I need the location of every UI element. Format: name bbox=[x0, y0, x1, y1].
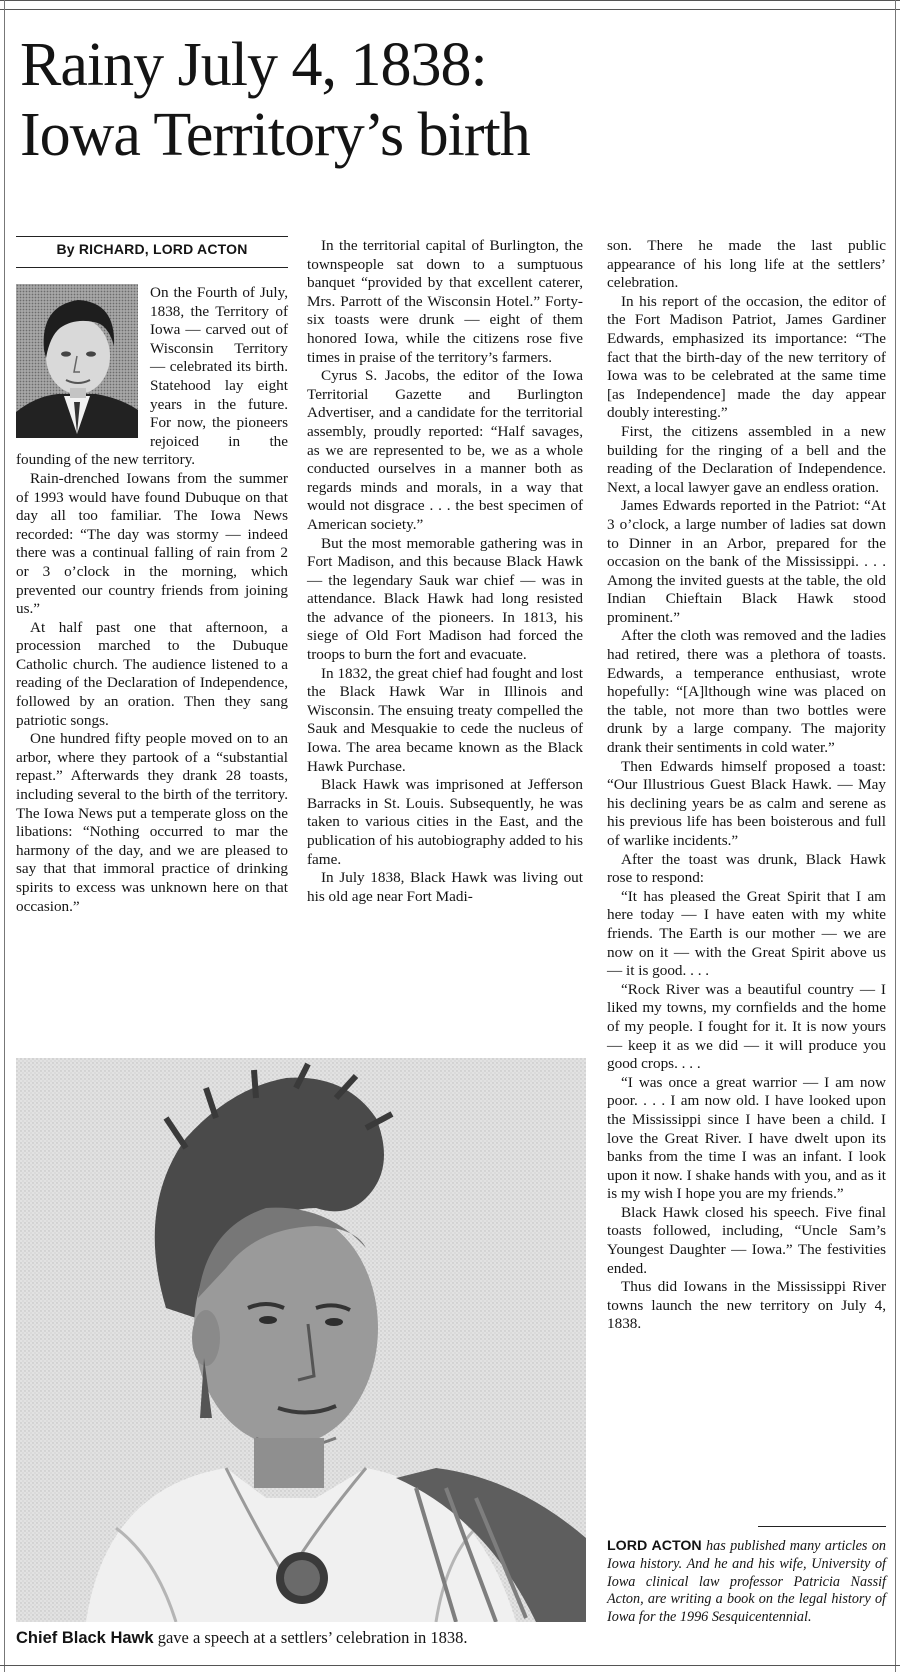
caption-text: gave a speech at a settlers’ celebration in 1838. bbox=[153, 1628, 468, 1647]
paragraph: Thus did Iowans in the Mississippi River towns launch the new territory on July 4, 1838. bbox=[607, 1278, 886, 1333]
portrait-space bbox=[16, 284, 150, 442]
paragraph: Rain-drenched Iowans from the summer of 1993 would have found Dubuque on that day all too familiar. The Iowa News recorded: “The day was stormy — indeed there was a continual falling of rain from 2 or 3 o’clock in the morning, which prevented our country friends from joining us.” bbox=[16, 469, 288, 618]
paragraph: Then Edwards himself proposed a toast: “Our Illustrious Guest Black Hawk. — May his declining years be as calm and serene as his previous life has been boisterous and full of warlike incidents.” bbox=[607, 757, 886, 849]
paragraph: In the territorial capital of Burlington, the townspeople sat down to a sumptuous banquet “provided by that excellent caterer, Mrs. Parrott of the Wisconsin Hotel.” Forty-six toasts were drunk — eight of them honored Iowa, while the citizens rose five times in praise of the territory’s farmers. bbox=[307, 237, 583, 366]
paragraph: “Rock River was a beautiful country — I liked my towns, my cornfields and the home of my people. I fought for it. It is now yours — keep it as we did — it will produce you good crops. . . . bbox=[607, 980, 886, 1073]
caption-subject: Chief Black Hawk bbox=[16, 1629, 154, 1647]
column-1 bbox=[16, 284, 288, 916]
paragraph: After the toast was drunk, Black Hawk rose to respond: bbox=[607, 850, 886, 887]
paragraph: James Edwards reported in the Patriot: “At 3 o’clock, a large number of ladies sat down to Dinner in an Arbor, prepared for the occasion on the bank of the Mississippi. . . . Among the invited guests at the table, the old Indian Chieftain Black Hawk stood prominent.” bbox=[607, 497, 886, 626]
paragraph: Cyrus S. Jacobs, the editor of the Iowa Territorial Gazette and Burlington Advertiser, and a candidate for the territorial assembly, proudly reported: “Half savages, as we are represented to be, we as a whole conducted ourselves in a manner both as regards minds and morals, in a way that would not disgrace . . . the best specimen of American society.” bbox=[307, 367, 583, 533]
paragraph: But the most memorable gathering was in Fort Madison, and this because Black Hawk — the legendary Sauk war chief — was in attendance. Black Hawk had long resisted the advance of the pioneers. In 1813, his siege of Old Fort Madison had forced the troops to burn the fort and evacuate. bbox=[307, 534, 583, 664]
byline: By RICHARD, LORD ACTON bbox=[56, 241, 248, 257]
headline bbox=[20, 30, 890, 170]
headline-line-1: Rainy July 4, 1838: bbox=[20, 31, 487, 99]
article-end-rule bbox=[758, 1526, 886, 1527]
paragraph: Black Hawk closed his speech. Five final toasts followed, including, “Uncle Sam’s Youngest Daughter — Iowa.” The festivities ended. bbox=[607, 1203, 886, 1277]
paragraph: “I was once a great warrior — I am now poor. . . . I am now old. I have looked upon the Mississippi since I have been a child. I love the Great River. I have dwelt upon its banks from the time I was an infant. I look upon it now. I shake hands with you, and as it is my wish I hope you are my friends.” bbox=[607, 1073, 886, 1203]
page-bottom-border bbox=[0, 1665, 900, 1672]
paragraph: son. There he made the last public appearance of his long life at the settlers’ celebration. bbox=[607, 237, 886, 292]
byline-top-rule bbox=[16, 236, 288, 237]
page-right-border bbox=[895, 0, 900, 1672]
photo-caption bbox=[16, 1628, 596, 1648]
black-hawk-portrait bbox=[16, 1058, 586, 1622]
paragraph: One hundred fifty people moved on to an arbor, where they partook of a “substantial repast.” Afterwards they drank 28 toasts, including several to the birth of the territory. The Iowa News put a temperate gloss on the libations: “Nothing occurred to mar the harmony of the day, and we are pleased to say that that immoral practice of drinking spirits to excess was unknown here on that occasion.” bbox=[16, 730, 288, 915]
paragraph: “It has pleased the Great Spirit that I am here today — I have eaten with my white friends. The Earth is our mother — we are now on it — with the Great Spirit above us — it is good. . . . bbox=[607, 887, 886, 980]
headline-line-2: Iowa Territory’s birth bbox=[20, 101, 530, 169]
paragraph: First, the citizens assembled in a new building for the ringing of a bell and the reading of the Declaration of Independence. Next, a local lawyer gave an endless oration. bbox=[607, 422, 886, 496]
column-3 bbox=[607, 237, 886, 1334]
paragraph: On the Fourth of July, 1838, the Territory of Iowa — carved out of Wisconsin Territory — celebrated its birth. Statehood lay eight years in the future. For now, the pioneers rejoiced in the founding of the new territory. bbox=[16, 284, 288, 469]
page-top-border bbox=[0, 0, 900, 10]
paragraph: At half past one that afternoon, a procession marched to the Dubuque Catholic church. The audience listened to a reading of the Declaration of Independence, followed by an oration. Then they sang patriotic songs. bbox=[16, 618, 288, 729]
author-bio bbox=[607, 1538, 886, 1627]
paragraph: Black Hawk was imprisoned at Jefferson Barracks in St. Louis. Subsequently, he was taken to various cities in the East, and the publication of his autobiography added to his fame. bbox=[307, 776, 583, 868]
paragraph: After the cloth was removed and the ladies had retired, there was a plethora of toasts. Edwards, a temperance enthusiast, wrote hopefully: “[A]lthough wine was placed on the table, not more than two bottles were drunk by a large company. The majority drank their sentiments in cold water.” bbox=[607, 627, 886, 757]
paragraph: In his report of the occasion, the editor of the Fort Madison Patriot, James Gardiner Edwards, emphasized its importance: “The fact that the birth-day of the new territory of Iowa was to be celebrated at the same time [as Independence] made the day appear doubly interesting.” bbox=[607, 292, 886, 422]
bio-name: LORD ACTON bbox=[607, 1538, 702, 1554]
paragraph: In July 1838, Black Hawk was living out his old age near Fort Madi- bbox=[307, 869, 583, 905]
page-left-border bbox=[0, 0, 5, 1672]
bio-text: has published many articles on Iowa history. And he and his wife, University of Iowa clinical law professor Patricia Nassif Acton, are writing a book on the legal history of Iowa for the 1996 Sesquicentennial. bbox=[607, 1538, 887, 1626]
paragraph: In 1832, the great chief had fought and lost the Black Hawk War in Illinois and Wisconsin. The ensuing treaty compelled the Sauk and Mesquakie to cede the nucleus of Iowa. The area became known as the Black Hawk Purchase. bbox=[307, 664, 583, 775]
column-2 bbox=[307, 237, 583, 906]
byline-bottom-rule bbox=[16, 267, 288, 268]
